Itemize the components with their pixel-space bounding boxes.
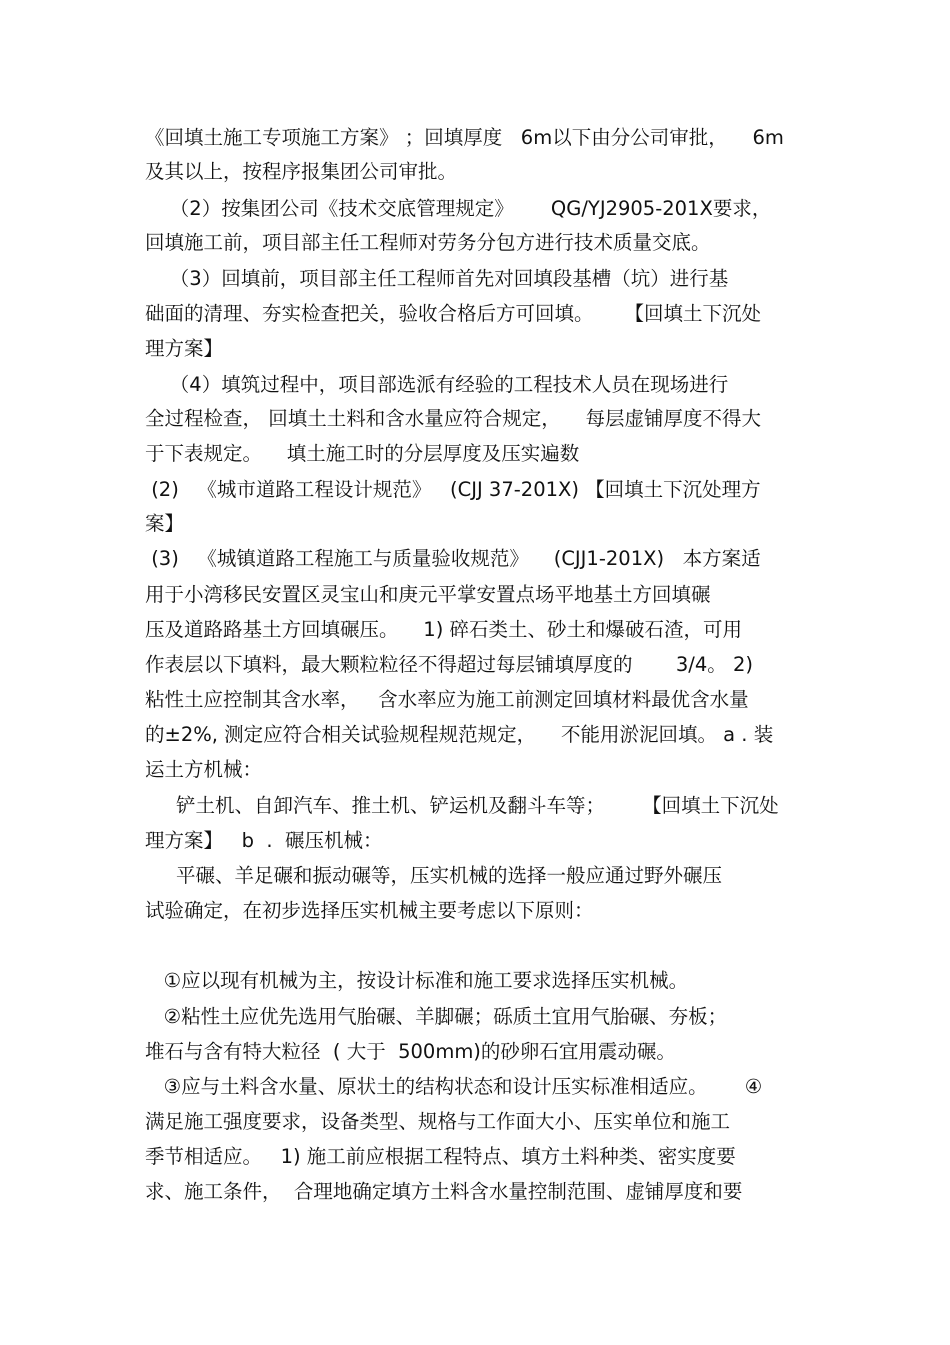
text-line: 及其以上，按程序报集团公司审批。: [145, 160, 458, 183]
text-line: (2) 《城市道路工程设计规范》 (CJJ 37-201X) 【回填土下沉处理方: [145, 478, 761, 501]
text-line: 全过程检查， 回填土土料和含水量应符合规定， 每层虚铺厚度不得大: [145, 407, 761, 430]
text-line: 平碾、羊足碾和振动碾等，压实机械的选择一般应通过野外碾压: [145, 864, 722, 887]
text-line: 满足施工强度要求，设备类型、规格与工作面大小、压实单位和施工: [145, 1110, 731, 1133]
text-line: 试验确定，在初步选择压实机械主要考虑以下原则：: [145, 899, 594, 922]
text-line: 础面的清理、夯实检查把关，验收合格后方可回填。 【回填土下沉处: [145, 302, 761, 325]
text-line: 理方案】 b . 碾压机械：: [145, 829, 383, 852]
text-line: 铲土机、自卸汽车、推土机、铲运机及翻斗车等； 【回填土下沉处: [145, 794, 779, 817]
text-line: ①应以现有机械为主，按设计标准和施工要求选择压实机械。: [145, 969, 689, 992]
text-line: （4）填筑过程中，项目部选派有经验的工程技术人员在现场进行: [145, 373, 729, 396]
text-line: 压及道路路基土方回填碾压。 1) 碎石类土、砂土和爆破石渣，可用: [145, 618, 743, 641]
text-line: 运土方机械：: [145, 758, 263, 781]
text-line: 理方案】: [145, 337, 224, 360]
text-line: 案】: [145, 512, 185, 535]
text-line: 的±2%, 测定应符合相关试验规程规范规定， 不能用淤泥回填。 a . 装: [145, 723, 774, 746]
text-line: 用于小湾移民安置区灵宝山和庚元平掌安置点场平地基土方回填碾: [145, 583, 711, 606]
text-line: 《回填土施工专项施工方案》 ；回填厚度 6m以下由分公司审批， 6m: [145, 126, 784, 149]
text-line: （3）回填前，项目部主任工程师首先对回填段基槽（坑）进行基: [145, 267, 729, 290]
text-line: ②粘性土应优先选用气胎碾、羊脚碾；砾质土宜用气胎碾、夯板；: [145, 1005, 728, 1028]
text-line: 季节相适应。 1) 施工前应根据工程特点、填方土料种类、密实度要: [145, 1145, 736, 1168]
text-line: 求、施工条件， 合理地确定填方土料含水量控制范围、虚铺厚度和要: [145, 1180, 743, 1203]
text-line: 堆石与含有特大粒径 ( 大于 500mm)的砂卵石宜用震动碾。: [145, 1040, 676, 1063]
text-line: 回填施工前，项目部主任工程师对劳务分包方进行技术质量交底。: [145, 231, 711, 254]
text-line: （2）按集团公司《技术交底管理规定》 QG/YJ2905-201X要求，: [145, 197, 772, 220]
text-line: (3) 《城镇道路工程施工与质量验收规范》 (CJJ1-201X) 本方案适: [145, 547, 761, 570]
text-line: 粘性土应控制其含水率， 含水率应为施工前测定回填材料最优含水量: [145, 688, 749, 711]
text-line: 于下表规定。 填土施工时的分层厚度及压实遍数: [145, 442, 580, 465]
text-line: 作表层以下填料，最大颗粒粒径不得超过每层铺填厚度的 3/4。 2): [145, 653, 753, 676]
text-line: ③应与土料含水量、原状土的结构状态和设计压实标准相适应。 ④: [145, 1075, 763, 1098]
